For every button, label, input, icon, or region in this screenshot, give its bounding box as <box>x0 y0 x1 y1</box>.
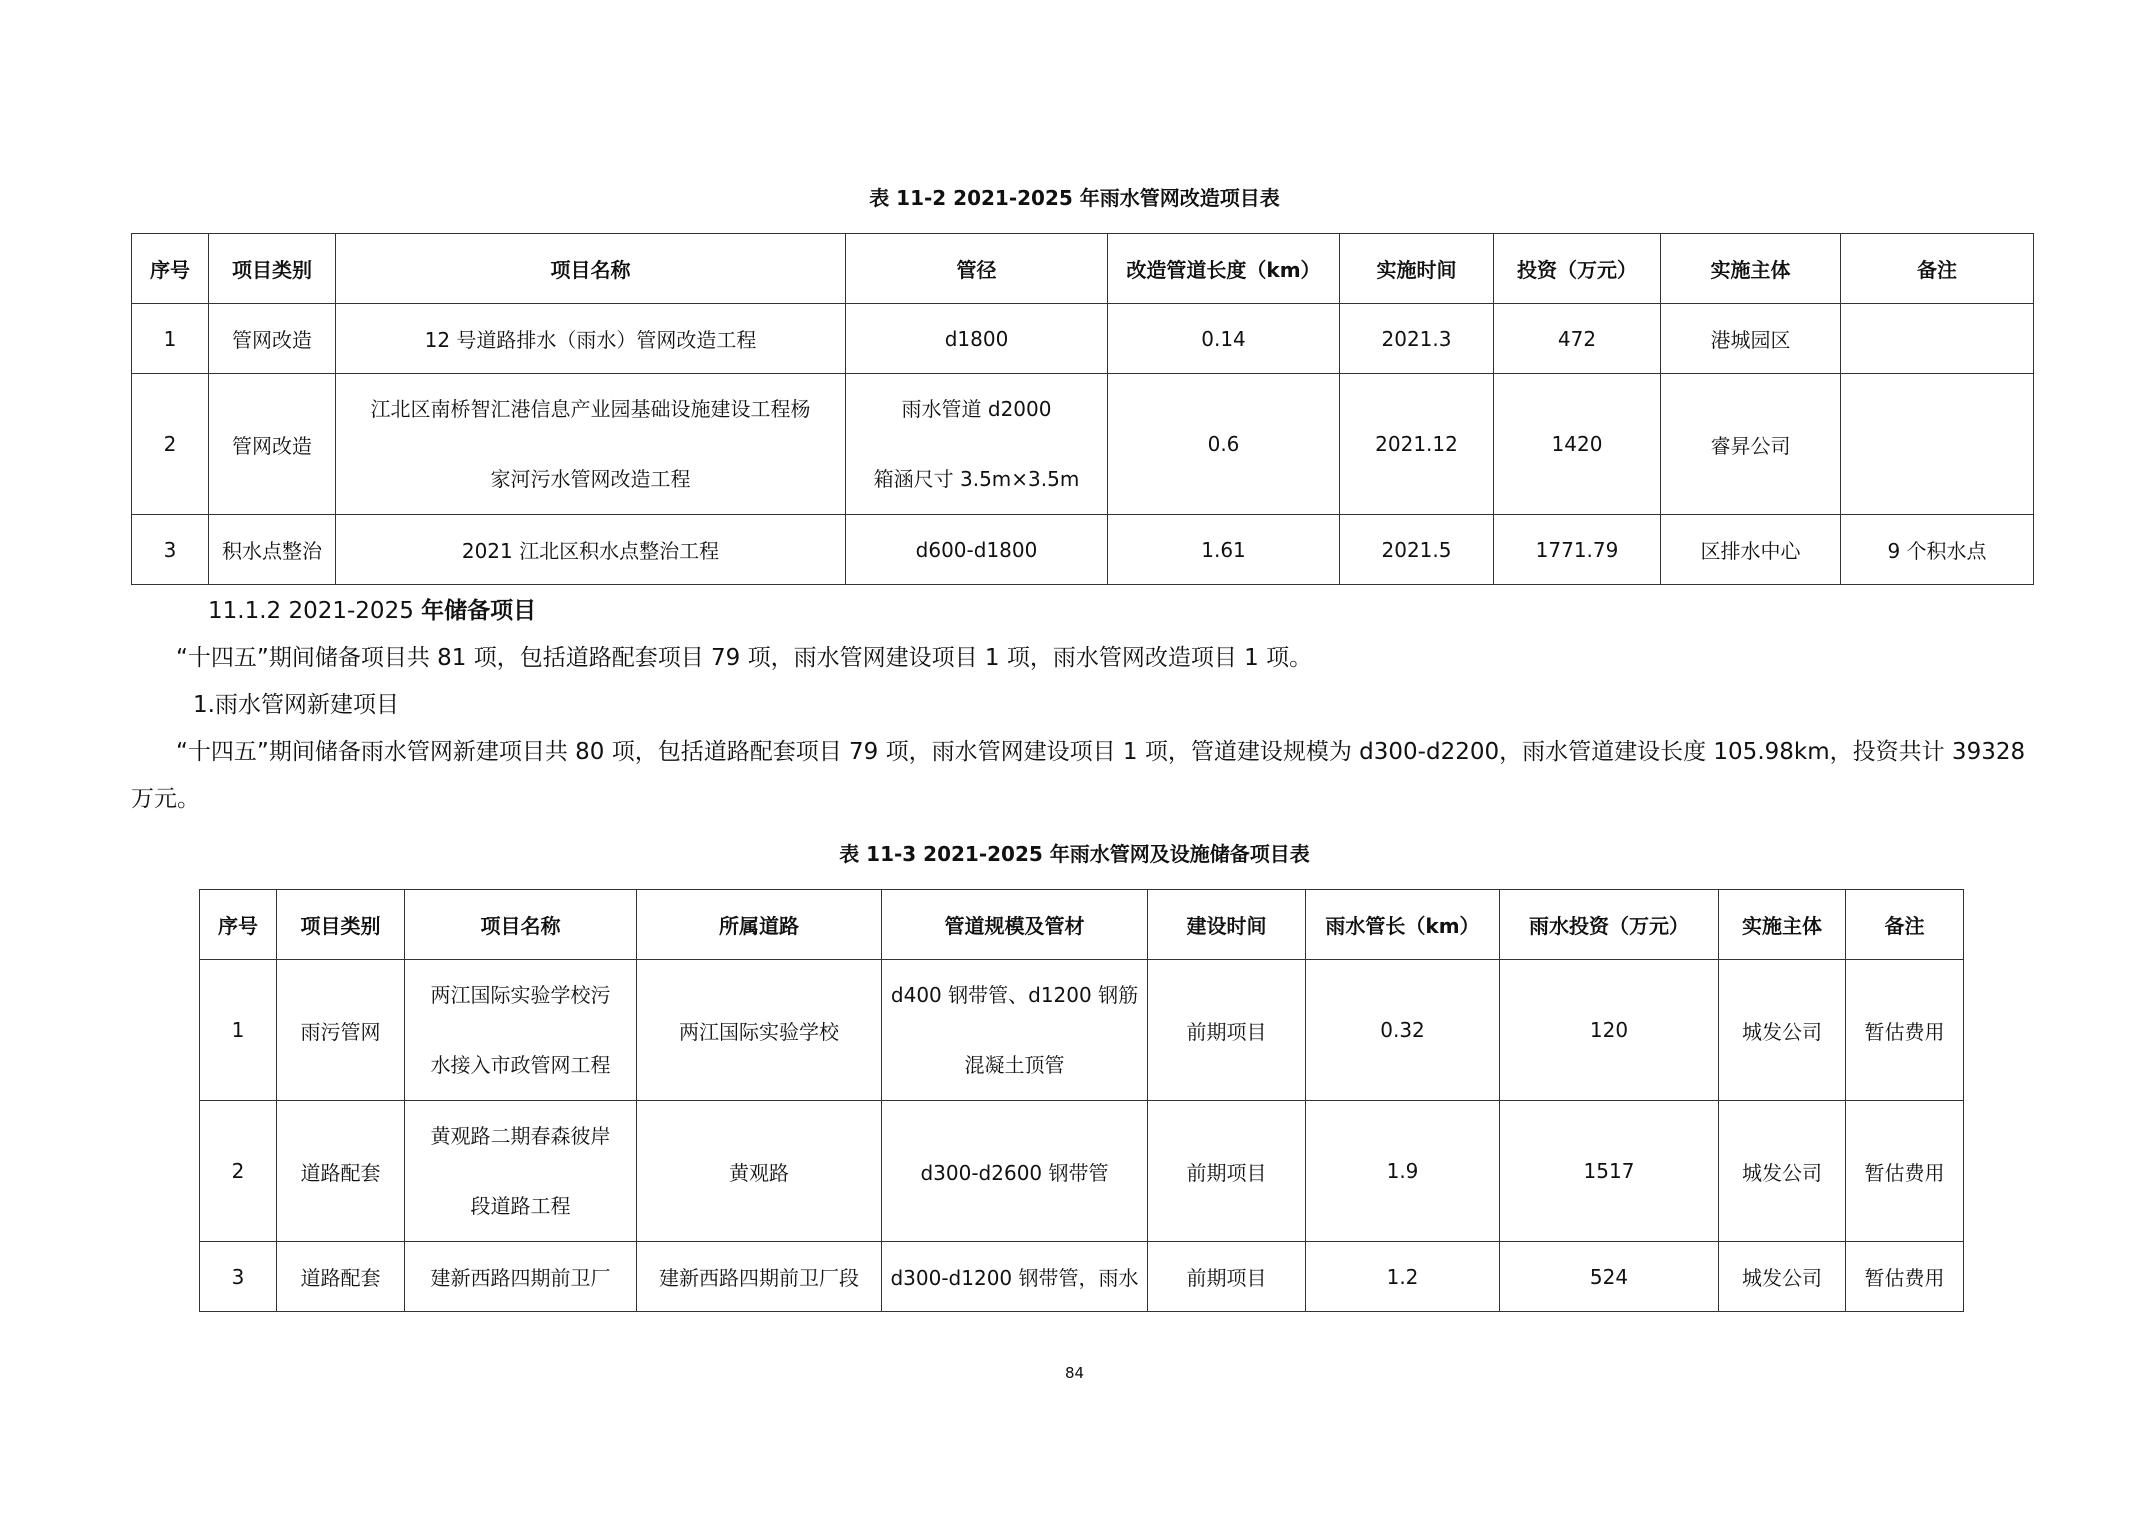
cell-time: 前期项目 <box>1148 1242 1306 1312</box>
col-header-name: 项目名称 <box>336 234 846 304</box>
cell-time: 前期项目 <box>1148 1101 1306 1242</box>
cell-name <box>405 1101 637 1242</box>
cell-category: 管网改造 <box>209 304 336 374</box>
table-row <box>132 304 2034 374</box>
cell-pipe: d300-d2600 钢带管 <box>882 1101 1148 1242</box>
paragraph-reserve-summary: “十四五”期间储备项目共 81 项，包括道路配套项目 79 项，雨水管网建设项目 1 项，雨水管网改造项目 1 项。 <box>176 645 1313 671</box>
cell-investment: 1517 <box>1500 1101 1719 1242</box>
section-heading-number: 11.1.2 2021-2025 <box>208 598 422 624</box>
cell-no: 1 <box>200 960 277 1101</box>
col-header-pipe: 管道规模及管材 <box>882 890 1148 960</box>
cell-road: 黄观路 <box>637 1101 882 1242</box>
cell-road: 建新西路四期前卫厂段 <box>637 1242 882 1312</box>
cell-investment: 120 <box>1500 960 1719 1101</box>
cell-no: 3 <box>132 515 209 585</box>
cell-name-line1: 黄观路二期春森彼岸 <box>430 1124 611 1148</box>
table1-header-row <box>132 234 2034 304</box>
col-header-investment: 投资（万元） <box>1494 234 1661 304</box>
cell-no: 2 <box>200 1101 277 1242</box>
table1-caption: 表 11-2 2021-2025 年雨水管网改造项目表 <box>869 186 1280 210</box>
col-header-road: 所属道路 <box>637 890 882 960</box>
col-header-category: 项目类别 <box>277 890 405 960</box>
cell-remark: 暂估费用 <box>1846 960 1964 1101</box>
col-header-entity: 实施主体 <box>1719 890 1846 960</box>
cell-time: 前期项目 <box>1148 960 1306 1101</box>
col-header-remark: 备注 <box>1841 234 2034 304</box>
col-header-length: 雨水管长（km） <box>1306 890 1500 960</box>
cell-category: 管网改造 <box>209 374 336 515</box>
cell-name <box>336 374 846 515</box>
cell-diameter-line1: 雨水管道 d2000 <box>901 397 1052 421</box>
table-row <box>132 515 2034 585</box>
rain-pipe-reserve-table <box>199 889 1964 1312</box>
cell-entity: 城发公司 <box>1719 1242 1846 1312</box>
col-header-diameter: 管径 <box>846 234 1108 304</box>
cell-length: 1.9 <box>1306 1101 1500 1242</box>
cell-investment: 1420 <box>1494 374 1661 515</box>
cell-length: 1.2 <box>1306 1242 1500 1312</box>
table2-header-row <box>200 890 1964 960</box>
cell-no: 2 <box>132 374 209 515</box>
cell-no: 1 <box>132 304 209 374</box>
cell-time: 2021.3 <box>1340 304 1494 374</box>
cell-diameter <box>846 374 1108 515</box>
col-header-category: 项目类别 <box>209 234 336 304</box>
cell-time: 2021.5 <box>1340 515 1494 585</box>
cell-pipe <box>882 960 1148 1101</box>
col-header-length: 改造管道长度（km） <box>1108 234 1340 304</box>
cell-category: 积水点整治 <box>209 515 336 585</box>
cell-length: 0.6 <box>1108 374 1340 515</box>
section-heading <box>208 588 536 635</box>
section-heading-title: 年储备项目 <box>421 598 537 624</box>
cell-name: 12 号道路排水（雨水）管网改造工程 <box>336 304 846 374</box>
cell-remark: 9 个积水点 <box>1841 515 2034 585</box>
table-row <box>132 374 2034 515</box>
cell-pipe: d300-d1200 钢带管，雨水 <box>882 1242 1148 1312</box>
cell-investment: 472 <box>1494 304 1661 374</box>
table-row <box>200 1242 1964 1312</box>
col-header-remark: 备注 <box>1846 890 1964 960</box>
cell-time: 2021.12 <box>1340 374 1494 515</box>
cell-diameter-line2: 箱涵尺寸 3.5m×3.5m <box>873 467 1080 491</box>
col-header-name: 项目名称 <box>405 890 637 960</box>
cell-pipe-line2: 混凝土顶管 <box>964 1053 1065 1077</box>
cell-name-line1: 江北区南桥智汇港信息产业园基础设施建设工程杨 <box>370 397 811 421</box>
col-header-no: 序号 <box>200 890 277 960</box>
rain-pipe-renovation-table <box>131 233 2034 585</box>
cell-entity: 城发公司 <box>1719 960 1846 1101</box>
cell-investment: 1771.79 <box>1494 515 1661 585</box>
subheading-new-pipe-projects: 1.雨水管网新建项目 <box>193 692 399 718</box>
paragraph-new-pipe-summary: “十四五”期间储备雨水管网新建项目共 80 项，包括道路配套项目 79 项，雨水管网建设项目 1 项，管道建设规模为 d300-d2200，雨水管道建设长度 105.98km，投资共计 39328 万元。 <box>131 739 2026 812</box>
cell-pipe-line1: d400 钢带管、d1200 钢筋 <box>890 983 1139 1007</box>
cell-name-line1: 两江国际实验学校污 <box>430 983 611 1007</box>
cell-category: 道路配套 <box>277 1242 405 1312</box>
cell-category: 道路配套 <box>277 1101 405 1242</box>
cell-name: 建新西路四期前卫厂 <box>405 1242 637 1312</box>
cell-entity: 城发公司 <box>1719 1101 1846 1242</box>
cell-no: 3 <box>200 1242 277 1312</box>
table-row <box>200 1101 1964 1242</box>
cell-road: 两江国际实验学校 <box>637 960 882 1101</box>
col-header-entity: 实施主体 <box>1661 234 1841 304</box>
cell-length: 0.32 <box>1306 960 1500 1101</box>
cell-length: 0.14 <box>1108 304 1340 374</box>
cell-name-line2: 段道路工程 <box>470 1194 571 1218</box>
cell-name-line2: 水接入市政管网工程 <box>430 1053 611 1077</box>
col-header-time: 建设时间 <box>1148 890 1306 960</box>
cell-remark <box>1841 374 2034 515</box>
cell-name: 2021 江北区积水点整治工程 <box>336 515 846 585</box>
table-row <box>200 960 1964 1101</box>
table2-caption: 表 11-3 2021-2025 年雨水管网及设施储备项目表 <box>839 842 1310 866</box>
cell-entity: 区排水中心 <box>1661 515 1841 585</box>
col-header-investment: 雨水投资（万元） <box>1500 890 1719 960</box>
cell-remark: 暂估费用 <box>1846 1242 1964 1312</box>
cell-length: 1.61 <box>1108 515 1340 585</box>
cell-name <box>405 960 637 1101</box>
cell-diameter: d1800 <box>846 304 1108 374</box>
cell-entity: 港城园区 <box>1661 304 1841 374</box>
cell-name-line2: 家河污水管网改造工程 <box>490 467 691 491</box>
cell-remark <box>1841 304 2034 374</box>
page-number: 84 <box>1064 1364 1085 1382</box>
col-header-time: 实施时间 <box>1340 234 1494 304</box>
col-header-no: 序号 <box>132 234 209 304</box>
cell-remark: 暂估费用 <box>1846 1101 1964 1242</box>
cell-category: 雨污管网 <box>277 960 405 1101</box>
cell-entity: 睿昇公司 <box>1661 374 1841 515</box>
cell-diameter: d600-d1800 <box>846 515 1108 585</box>
cell-investment: 524 <box>1500 1242 1719 1312</box>
